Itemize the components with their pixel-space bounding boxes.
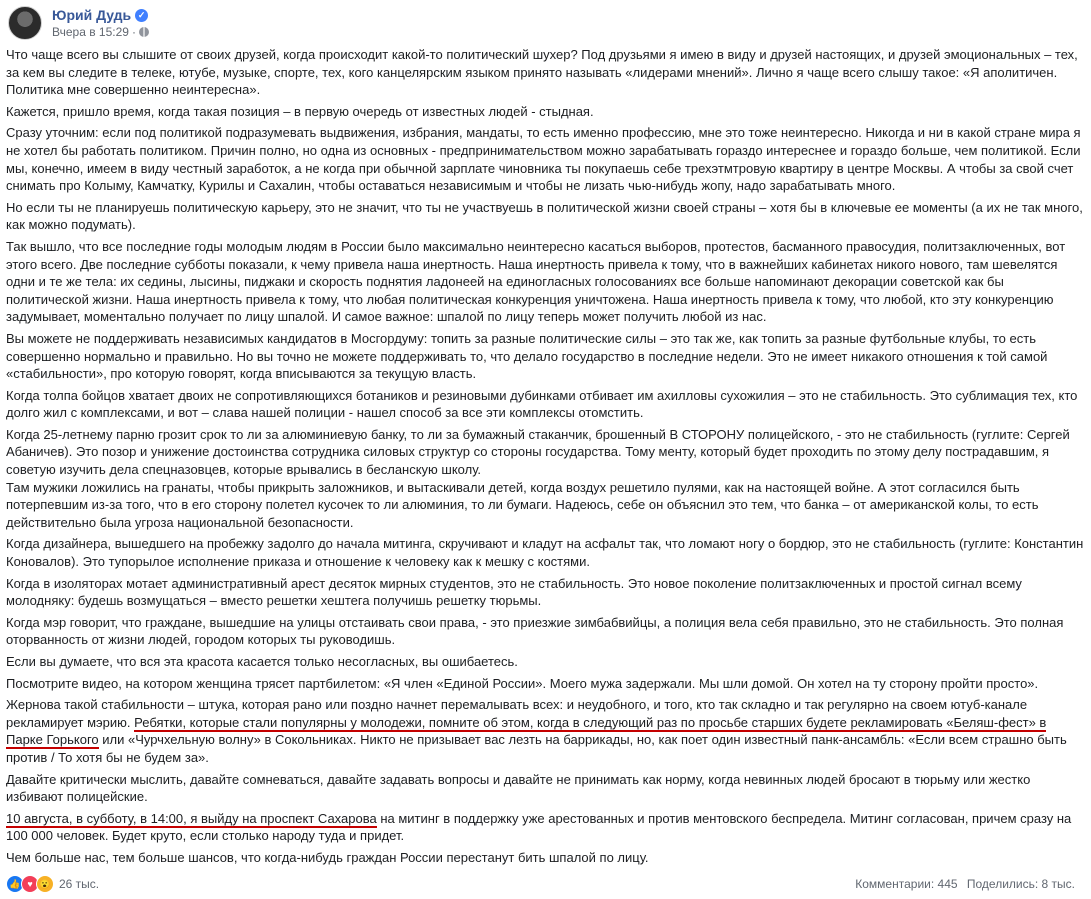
post-paragraph: Так вышло, что все последние годы молодым людям в России было максимально неинтересно касаться выборов, протестов, басманного правосудия, политзаключенных, вот этого всего. Две последние субботы показали, к чему привела наша инертность. Наша инертность привела к тому, что в важнейших кабинетах никого нового, там шевелятся одни и те же тела: их седины, лысины, пиджаки и скорость поднятия ладонеей на единогласных голосованиях все больше напоминают декорации советской как бы политической жизни. Наша инертность привела к тому, что любая политическая конкуренция уничтожена. Наша инертность привела к тому, что любой, кто эту конкуренцию задумывает, моментально получает по лицу шпалой. И самое важное: шпалой по лицу теперь может получить любой из нас.	[6, 238, 1066, 325]
post-paragraph: Когда толпа бойцов хватает двоих не сопротивляющихся ботаников и резиновыми дубинками отбивает им ахилловы сухожилия – это не стабильность. Это сублимация тех, кто долго жил с комплексами, и вот – слава нашей полиции - нашел способ за все эти комплексы отомстить.	[6, 387, 1078, 421]
author-name[interactable]: Юрий Дудь	[52, 7, 132, 23]
post-stats	[849, 877, 1075, 891]
shares-count[interactable]: Поделились: 8 тыс.	[966, 877, 1075, 891]
post-paragraph: Посмотрите видео, на котором женщина трясет партбилетом: «Я член «Единой России». Моего мужа задержали. Мы шли домой. Он хотел на ту сторону пройти просто».	[6, 675, 1039, 691]
paragraph-text: на митинг в поддержку уже арестованных и против ментовского беспредела. Митинг согласован, причем сразу на 100 000 человек. Будет круто, если столько народу туда и придет.	[6, 810, 1072, 844]
post-paragraph: Вы можете не поддерживать независимых кандидатов в Мосгордуму: топить за разные политические силы – это так же, как топить за разные футбольные клубы, то есть совершенно нормально и правильно. Но вы точно не можете поддерживать то, что делало государство в последние недели. Это не имеет никакого отношения к той самой «стабильности», про которую говорят, когда вписываются за текущую власть.	[6, 330, 1048, 382]
post-paragraph: Но если ты не планируешь политическую карьеру, это не значит, что ты не участвуешь в политической жизни своей страны – хотя бы в ключевые ее моменты (а их не так много, как можно подумать).	[6, 199, 1083, 233]
author-block	[52, 7, 149, 39]
wow-icon[interactable]: 😮	[36, 875, 54, 893]
post-paragraph-underlined	[6, 696, 1085, 766]
post-paragraph: Когда мэр говорит, что граждане, вышедшие на улицы отстаивать свои права, - это приезжие зимбабвийцы, а полиция вела себя правильно, это не стабильность. Это полная оторванность от жизни людей, городом которых ты руководишь.	[6, 614, 1064, 648]
post-paragraph: Сразу уточним: если под политикой подразумевать выдвижения, избрания, мандаты, то есть именно профессию, мне это тоже неинтересно. Никогда и ни в какой стране мира я не хотел бы работать политиком. Причин полно, но одна из основных - предпринимательством можно зарабатывать гораздо интереснее и гораздо больше, чем политикой. Если мы, конечно, имеем в виду честный заработок, а не когда при обычной зарплате чиновника ты покупаешь себе трехэтмтровую квартиру в центре Москвы. А чтобы за свой счет снимать про Колыму, Камчатку, Курилы и Сахалин, чтобы оставаться независимым и чтобы не лизать чью-нибудь жопу, надо зарабатывать много.	[6, 125, 1081, 194]
author-line	[52, 7, 149, 23]
post-header	[6, 0, 1085, 46]
paragraph-text: или «Чурчхельную волну» в Сокольниках. Никто не призывает вас лезть на баррикады, но, как поет один известный панк-ансамбль: «Если всем страшно быть против / То хотя бы не будем за».	[6, 732, 1067, 765]
post-paragraph: Давайте критически мыслить, давайте сомневаться, давайте задавать вопросы и давайте не принимать как норму, когда невинных людей бросают в тюрьму или жестко избивают полицейские.	[6, 771, 1031, 805]
post-footer	[6, 873, 1075, 895]
post-timestamp[interactable]: Вчера в 15:29	[52, 25, 129, 39]
meta-separator: ·	[131, 25, 136, 39]
like-icon[interactable]: 👍	[6, 875, 24, 893]
post-paragraph: Там мужики ложились на гранаты, чтобы прикрыть заложников, и вытаскивали детей, когда воздух решетило пулями, как на настоящей войне. А этот согласился быть потерпевшим из-за того, что в его сторону полетел кусочек то ли алюминия, то ли бумаги. Надеюсь, себе он объяснил это тем, что банка – от американской колы, то есть действительно была угроза национальной безопасности.	[6, 479, 1039, 530]
verified-check-icon: ✓	[135, 9, 148, 22]
post-meta	[52, 25, 149, 39]
love-icon[interactable]: ♥	[21, 875, 39, 893]
post-paragraph-underlined	[6, 810, 1085, 845]
globe-icon[interactable]	[139, 27, 149, 37]
comments-count[interactable]: Комментарии: 445	[855, 877, 958, 891]
reactions-count[interactable]: 26 тыс.	[59, 877, 100, 891]
post-paragraph: Если вы думаете, что вся эта красота касается только несогласных, вы ошибаетесь.	[6, 654, 518, 669]
paragraph-text: Жернова такой стабильности – штука, которая рано или поздно начнет перемалывать всех: и неудобного, и того, кто так складно и так регулярно на своем ютуб-канале рекламирует мэрию.	[6, 697, 1028, 730]
post-paragraph: Когда 25-летнему парню грозит срок то ли за алюминиевую банку, то ли за бумажный стаканчик, брошенный В СТОРОНУ полицейского, - это не стабильность (гуглите: Сергей Абаничев). Это позор и унижение достоинства сотрудника силовых структур со стороны государства. Тому менту, который будет проходить по этому делу пострадавшим, я советую изучить дела спецназовцев, которые врывались в бесланскую школу.	[6, 426, 1070, 478]
reactions-summary[interactable]	[6, 875, 99, 893]
post-paragraph: Когда в изоляторах мотает административный арест десяток мирных студентов, это не стабильность. Это новое поколение политзаключенных и простой сигнал всему молодняку: будешь возмущаться – вместо решетки хештега получишь решетку тюрьмы.	[6, 575, 1022, 609]
post-paragraph: Что чаще всего вы слышите от своих друзей, когда происходит какой-то политический шухер? Под друзьями я имею в виду и друзей настоящих, и друзей эмоциональных – тех, за кем вы следите в телеке, ютубе, музыке, спорте, тех, кого канцелярским языком принято называть «лидерами мнений». Лично я чаще всего слышу такое: «Я аполитичен. Политика мне совершенно неинтересна».	[6, 47, 1078, 98]
post-paragraph: Кажется, пришло время, когда такая позиция – в первую очередь от известных людей - стыдная.	[6, 103, 594, 119]
underlined-text: Ребятки, которые стали популярны у молодежи, помните об этом, когда в следующий раз по просьбе старших будете рекламировать «Беляш-фест» в Парке Горького	[6, 714, 1047, 748]
author-avatar[interactable]	[8, 6, 42, 40]
post-paragraph: Когда дизайнера, вышедшего на пробежку задолго до начала митинга, скручивают и кладут на асфальт так, что ломают ногу о бордюр, это не стабильность (гуглите: Константин Коновалов). Это тупорылое исполнение приказа и отношение к человеку как к мешку с костями.	[6, 536, 1084, 570]
post-paragraph: Чем больше нас, тем больше шансов, что когда-нибудь граждан России перестанут бить шпалой по лицу.	[6, 849, 649, 865]
post-body	[6, 46, 1085, 867]
underlined-text: 10 августа, в субботу, в 14:00, я выйду на проспект Сахарова	[6, 810, 377, 826]
